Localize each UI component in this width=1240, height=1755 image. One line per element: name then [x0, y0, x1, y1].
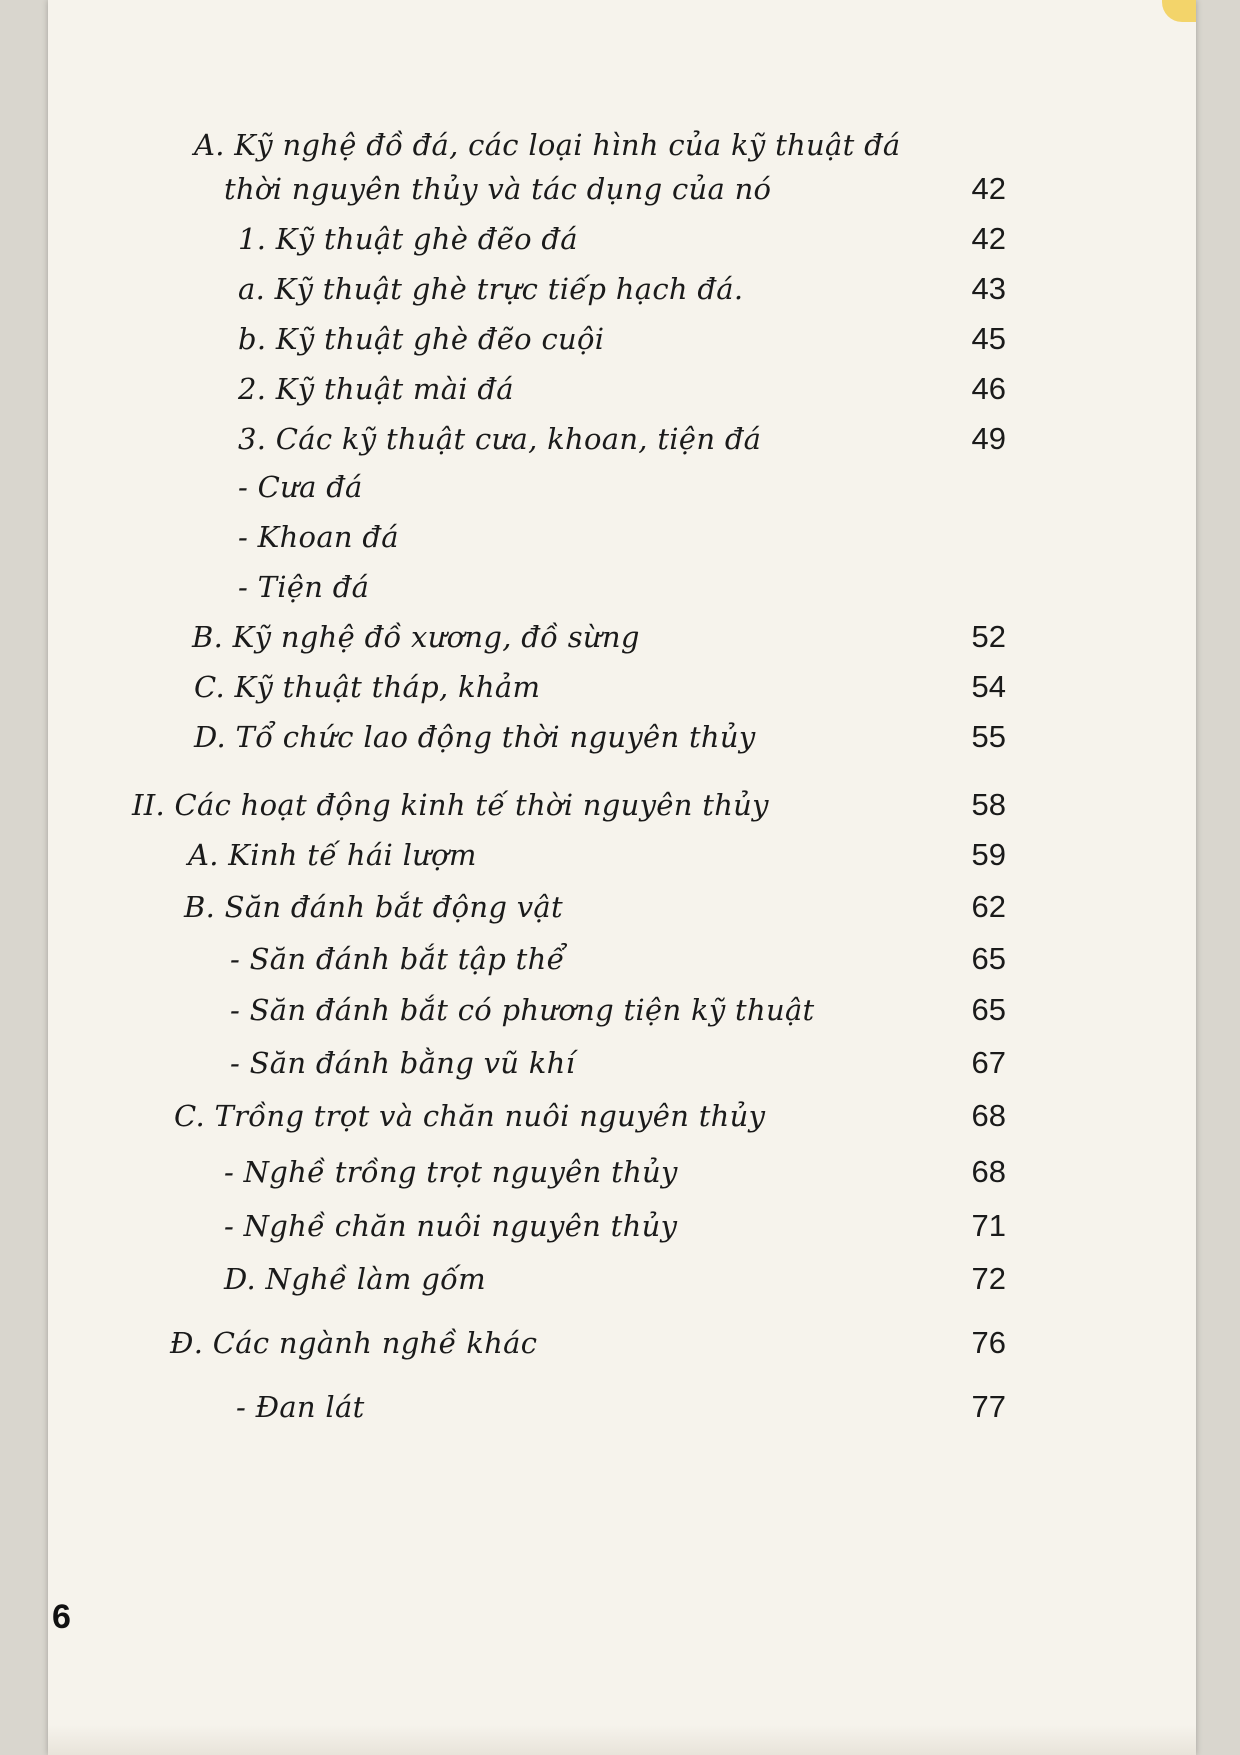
toc-entry-title: - Săn đánh bằng vũ khí — [230, 1046, 576, 1080]
toc-entry-page: 42 — [971, 221, 1006, 256]
toc-entry-title: 2. Kỹ thuật mài đá — [238, 372, 514, 406]
toc-entry-page: 52 — [971, 619, 1006, 654]
toc-entry-title: - Săn đánh bắt tập thể — [230, 942, 565, 976]
toc-entry-page: 65 — [971, 992, 1006, 1027]
toc-entry-title: C. Kỹ thuật tháp, khảm — [194, 670, 541, 704]
toc-entry-title: A. Kỹ nghệ đồ đá, các loại hình của kỹ thuật đá — [194, 128, 901, 162]
toc-entry-title: - Tiện đá — [238, 570, 370, 604]
toc-entry-title: a. Kỹ thuật ghè trực tiếp hạch đá. — [238, 272, 744, 306]
toc-entry-page: 67 — [971, 1045, 1006, 1080]
toc-entry-page: 68 — [971, 1098, 1006, 1133]
page-bottom-edge — [48, 1725, 1196, 1755]
toc-entry-title: - Đan lát — [236, 1390, 365, 1424]
toc-entry-title: - Săn đánh bắt có phương tiện kỹ thuật — [230, 993, 815, 1027]
toc-entry-title: 3. Các kỹ thuật cưa, khoan, tiện đá — [238, 422, 762, 456]
toc-entry-title: D. Tổ chức lao động thời nguyên thủy — [194, 720, 756, 754]
toc-entry-title: A. Kinh tế hái lượm — [188, 838, 477, 872]
page-number: 6 — [52, 1598, 71, 1636]
toc-entry-page: 65 — [971, 941, 1006, 976]
toc-entry-page: 59 — [971, 837, 1006, 872]
page-corner-mark — [1162, 0, 1196, 22]
toc-entry-page: 58 — [971, 787, 1006, 822]
toc-entry-title: B. Kỹ nghệ đồ xương, đồ sừng — [192, 620, 640, 654]
toc-entry-page: 54 — [971, 669, 1006, 704]
toc-entry-title: 1. Kỹ thuật ghè đẽo đá — [238, 222, 578, 256]
toc-entry-page: 45 — [971, 321, 1006, 356]
toc-entry-page: 49 — [971, 421, 1006, 456]
toc-entry-page: 68 — [971, 1154, 1006, 1189]
toc-entry-page: 77 — [971, 1389, 1006, 1424]
toc-entry-page: 43 — [971, 271, 1006, 306]
toc-entry-title: - Nghề chăn nuôi nguyên thủy — [224, 1209, 678, 1243]
toc-entry-title: Đ. Các ngành nghề khác — [170, 1326, 538, 1360]
book-page — [48, 0, 1196, 1755]
toc-entry-title: - Nghề trồng trọt nguyên thủy — [224, 1155, 678, 1189]
toc-entry-page: 72 — [971, 1261, 1006, 1296]
toc-entry-title: D. Nghề làm gốm — [224, 1262, 486, 1296]
toc-entry-page: 42 — [971, 171, 1006, 206]
toc-entry-title: C. Trồng trọt và chăn nuôi nguyên thủy — [174, 1099, 766, 1133]
toc-entry-title: II. Các hoạt động kinh tế thời nguyên thủy — [132, 788, 769, 822]
toc-entry-title: b. Kỹ thuật ghè đẽo cuội — [238, 322, 605, 356]
toc-entry-title: B. Săn đánh bắt động vật — [184, 890, 563, 924]
toc-entry-page: 76 — [971, 1325, 1006, 1360]
toc-entry-page: 46 — [971, 371, 1006, 406]
toc-entry-title: - Khoan đá — [238, 520, 399, 554]
toc-entry-page: 71 — [971, 1208, 1006, 1243]
toc-entry-page: 62 — [971, 889, 1006, 924]
toc-entry-title: thời nguyên thủy và tác dụng của nó — [224, 172, 772, 206]
toc-entry-page: 55 — [971, 719, 1006, 754]
toc-entry-title: - Cưa đá — [238, 470, 363, 504]
